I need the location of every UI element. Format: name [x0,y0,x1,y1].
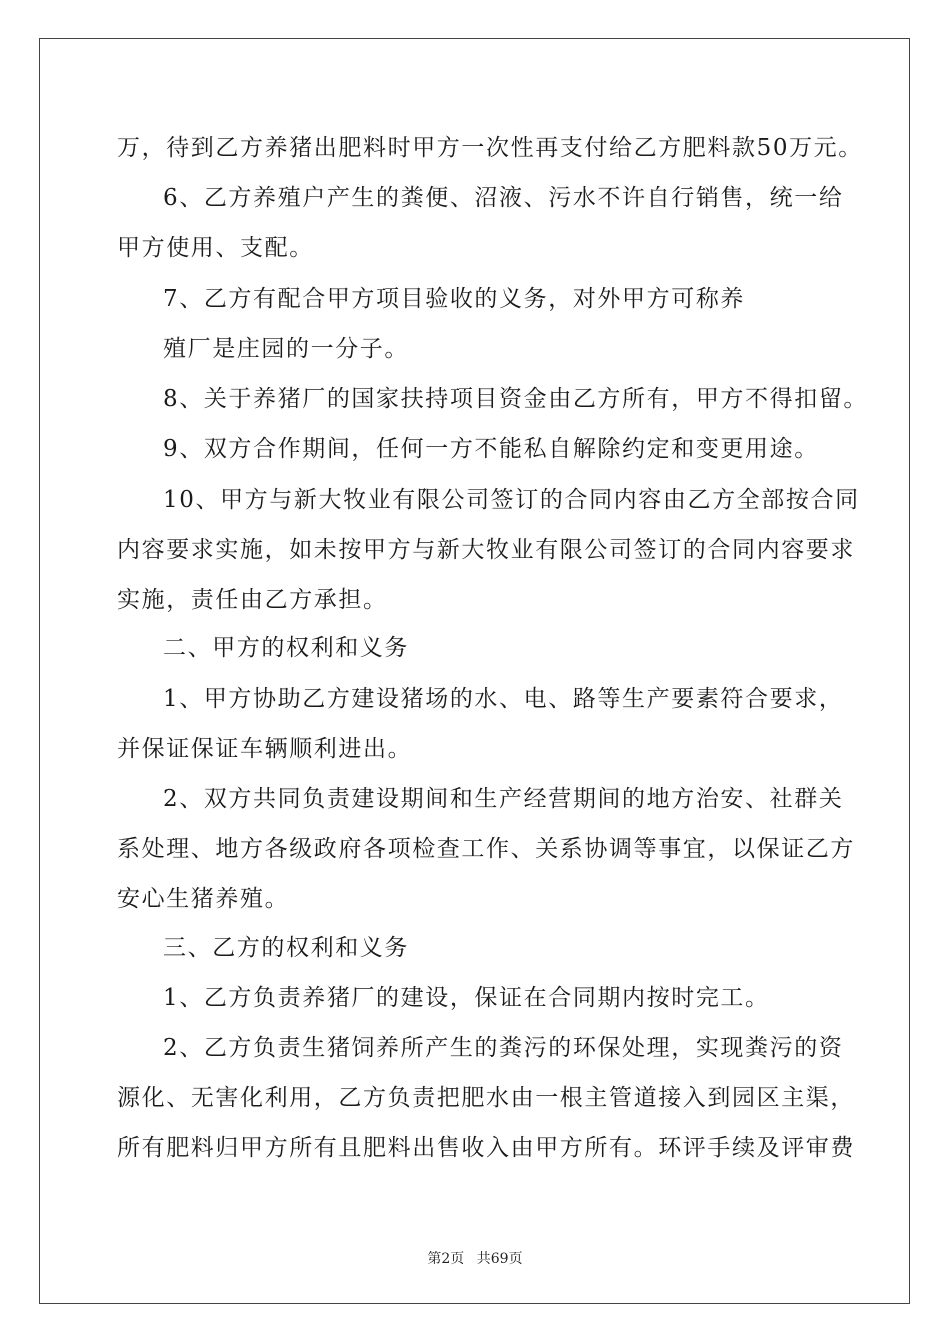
text-line: 1、乙方负责养猪厂的建设，保证在合同期内按时完工。 [163,985,770,1011]
text-line: 所有肥料归甲方所有且肥料出售收入由甲方所有。环评手续及评审费 [117,1135,855,1161]
section-heading: 二、甲方的权利和义务 [163,635,409,661]
text-line: 7、乙方有配合甲方项目验收的义务，对外甲方可称养 [163,286,746,312]
text-line: 并保证保证车辆顺利进出。 [117,736,413,762]
text-line: 甲方使用、支配。 [117,235,314,261]
text-line: 6、乙方养殖户产生的粪便、沼液、污水不许自行销售，统一给 [163,185,844,211]
text-line: 万，待到乙方养猪出肥料时甲方一次性再支付给乙方肥料款50万元。 [117,135,863,161]
text-line: 1、甲方协助乙方建设猪场的水、电、路等生产要素符合要求， [163,686,844,712]
text-line: 安心生猪养殖。 [117,886,290,912]
text-line: 实施，责任由乙方承担。 [117,587,388,613]
page-footer [0,1248,950,1268]
text-line: 系处理、地方各级政府各项检查工作、关系协调等事宜，以保证乙方 [117,836,855,862]
page-total: 共69页 [476,1251,523,1267]
text-line: 2、双方共同负责建设期间和生产经营期间的地方治安、社群关 [163,786,844,812]
text-line: 10、甲方与新大牧业有限公司签订的合同内容由乙方全部按合同 [163,487,860,513]
text-line: 源化、无害化利用，乙方负责把肥水由一根主管道接入到园区主渠， [117,1085,855,1111]
page-border [39,38,910,1304]
text-line: 殖厂是庄园的一分子。 [163,336,409,362]
page-number: 第2页 [427,1251,465,1267]
text-line: 9、双方合作期间，任何一方不能私自解除约定和变更用途。 [163,436,819,462]
text-line: 8、关于养猪厂的国家扶持项目资金由乙方所有，甲方不得扣留。 [163,386,869,412]
section-heading: 三、乙方的权利和义务 [163,935,409,961]
text-line: 2、乙方负责生猪饲养所产生的粪污的环保处理，实现粪污的资 [163,1035,844,1061]
text-line: 内容要求实施，如未按甲方与新大牧业有限公司签订的合同内容要求 [117,537,855,563]
